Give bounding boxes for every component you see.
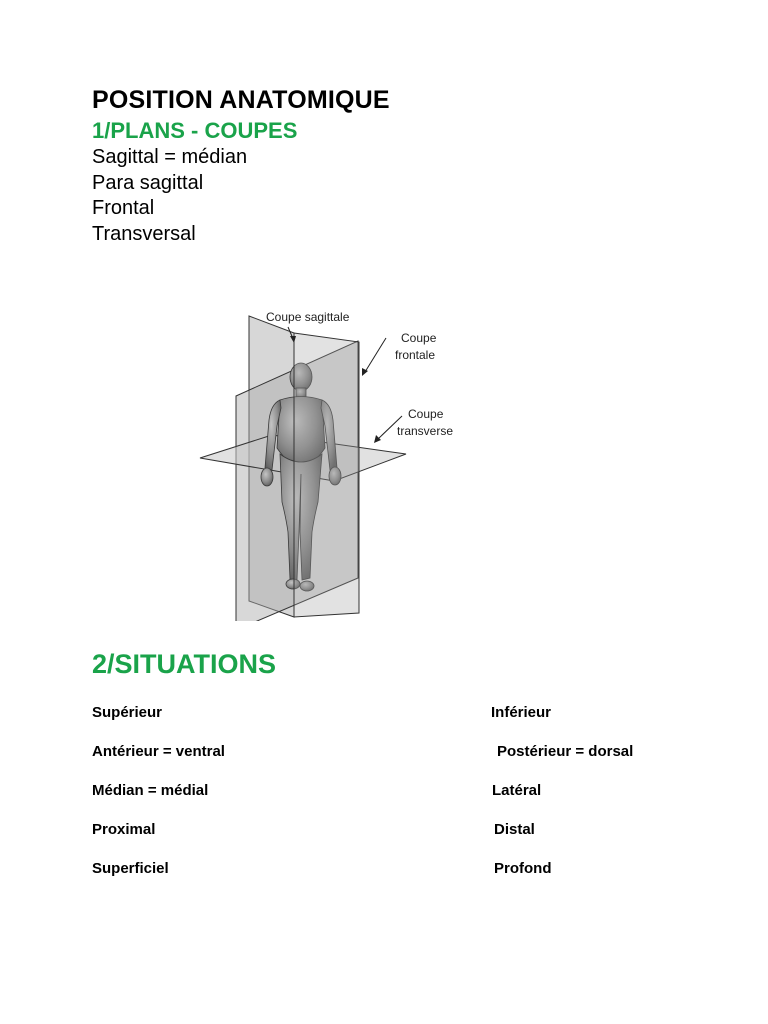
situation-right: Inférieur	[491, 704, 552, 721]
situation-left: Proximal	[92, 821, 156, 838]
situation-right: Profond	[494, 860, 552, 877]
anatomical-planes-figure	[196, 296, 486, 621]
label-coupe-transverse-1: Coupe	[408, 407, 444, 421]
situation-left: Médian = médial	[92, 782, 209, 799]
plans-list	[92, 145, 247, 247]
section-heading-situations: 2/SITUATIONS	[92, 649, 277, 679]
situation-row	[0, 860, 768, 880]
situation-right: Latéral	[492, 782, 542, 799]
plan-item: Transversal	[92, 222, 196, 245]
situation-left: Supérieur	[92, 704, 163, 721]
plan-item: Frontal	[92, 197, 155, 219]
section-heading-plans: 1/PLANS - COUPES	[92, 118, 298, 143]
plan-item: Sagittal = médian	[92, 146, 248, 168]
situation-row	[0, 704, 768, 724]
situation-right: Distal	[494, 821, 535, 838]
situation-left: Antérieur = ventral	[92, 743, 225, 760]
arrowhead-transverse	[374, 435, 381, 443]
arrow-frontal	[365, 338, 386, 372]
situation-row	[0, 743, 768, 763]
sagittal-plane-front	[294, 333, 359, 617]
plan-item: Para sagittal	[92, 171, 204, 194]
label-coupe-frontale-2: frontale	[395, 348, 436, 362]
situation-right: Postérieur = dorsal	[497, 743, 634, 760]
label-coupe-sagittale: Coupe sagittale	[266, 310, 350, 324]
label-coupe-frontale-1: Coupe	[401, 331, 437, 345]
situation-row	[0, 782, 768, 802]
page-title: POSITION ANATOMIQUE	[92, 86, 390, 114]
situation-left: Superficiel	[92, 860, 169, 877]
label-coupe-transverse-2: transverse	[397, 424, 454, 438]
situation-row	[0, 821, 768, 841]
